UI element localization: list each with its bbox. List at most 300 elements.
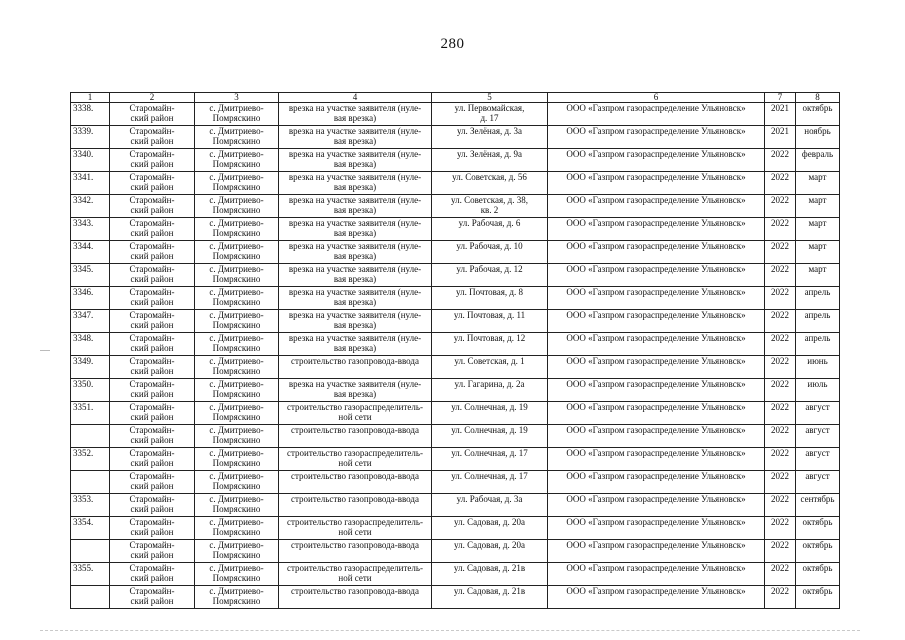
work-type-cell-line: врезка на участке заявителя (нуле- [288,287,422,297]
district-cell-line: Старомайн- [129,402,175,412]
row-number-cell: 3351. [71,402,110,425]
village-cell [195,195,279,218]
year-cell: 2022 [765,425,796,448]
month-cell: октябрь [796,540,840,563]
year-cell: 2022 [765,540,796,563]
village-cell-line: Помряскино [212,458,261,468]
table-row [71,379,840,402]
table-row [71,494,840,517]
address-cell [432,103,548,126]
district-cell [110,218,195,241]
address-cell-line: ул. Советская, д. 38, [450,195,529,205]
village-cell [195,310,279,333]
year-cell: 2022 [765,310,796,333]
district-cell [110,126,195,149]
work-type-cell [279,356,432,379]
page-number: 280 [440,36,465,52]
organization-cell: ООО «Газпром газораспределение Ульяновск» [548,287,765,310]
address-cell-line: кв. 2 [480,205,499,215]
year-cell: 2022 [765,448,796,471]
work-type-cell-line: ной сети [338,412,372,422]
organization-cell: ООО «Газпром газораспределение Ульяновск» [548,471,765,494]
address-cell [432,172,548,195]
village-cell-line: с. Дмитриево- [209,540,264,550]
district-cell-line: Старомайн- [129,494,175,504]
work-type-cell-line: врезка на участке заявителя (нуле- [288,379,422,389]
year-cell: 2022 [765,494,796,517]
village-cell-line: Помряскино [212,297,261,307]
district-cell [110,241,195,264]
organization-cell: ООО «Газпром газораспределение Ульяновск» [548,356,765,379]
organization-cell: ООО «Газпром газораспределение Ульяновск» [548,402,765,425]
work-type-cell-line: врезка на участке заявителя (нуле- [288,264,422,274]
work-type-cell-line: вая врезка) [333,228,377,238]
district-cell-line: ский район [130,113,174,123]
row-number-cell: 3347. [71,310,110,333]
village-cell [195,264,279,287]
table-row [71,540,840,563]
address-cell-line: ул. Советская, д. 1 [454,356,525,366]
organization-cell: ООО «Газпром газораспределение Ульяновск» [548,310,765,333]
year-cell: 2022 [765,563,796,586]
village-cell-line: с. Дмитриево- [209,563,264,573]
village-cell-line: Помряскино [212,320,261,330]
village-cell [195,402,279,425]
work-type-cell [279,494,432,517]
table-row [71,218,840,241]
village-cell [195,471,279,494]
district-cell-line: ский район [130,481,174,491]
district-cell-line: Старомайн- [129,287,175,297]
work-type-cell-line: ной сети [338,573,372,583]
address-cell [432,379,548,402]
address-cell-line: ул. Рабочая, д. 6 [458,218,521,228]
village-cell-line: с. Дмитриево- [209,287,264,297]
work-type-cell [279,402,432,425]
row-number-cell: 3345. [71,264,110,287]
work-type-cell [279,563,432,586]
village-cell-line: с. Дмитриево- [209,425,264,435]
work-type-cell-line: врезка на участке заявителя (нуле- [288,103,422,113]
organization-cell: ООО «Газпром газораспределение Ульяновск» [548,241,765,264]
district-cell-line: ский район [130,527,174,537]
row-number-cell: 3338. [71,103,110,126]
district-cell [110,149,195,172]
address-cell [432,195,548,218]
month-cell: март [796,241,840,264]
district-cell-line: Старомайн- [129,149,175,159]
village-cell [195,333,279,356]
village-cell-line: с. Дмитриево- [209,356,264,366]
month-cell: апрель [796,333,840,356]
district-cell-line: Старомайн- [129,586,175,596]
work-type-cell-line: строительство газопровода-ввода [291,494,419,504]
work-type-cell [279,172,432,195]
village-cell-line: с. Дмитриево- [209,172,264,182]
table-row [71,586,840,609]
village-cell-line: с. Дмитриево- [209,218,264,228]
year-cell: 2022 [765,195,796,218]
year-cell: 2022 [765,218,796,241]
table-row [71,264,840,287]
district-cell-line: ский район [130,435,174,445]
table-row [71,195,840,218]
district-cell [110,356,195,379]
work-type-cell-line: строительство газораспределитель- [286,448,423,458]
work-type-cell [279,287,432,310]
column-number: 2 [110,93,195,103]
village-cell-line: с. Дмитриево- [209,310,264,320]
address-cell [432,425,548,448]
district-cell [110,563,195,586]
address-cell [432,310,548,333]
row-number-cell: 3348. [71,333,110,356]
work-type-cell [279,379,432,402]
table-row [71,517,840,540]
village-cell [195,517,279,540]
district-cell [110,310,195,333]
bottom-scan-edge [40,630,860,631]
column-number: 7 [765,93,796,103]
table-row [71,172,840,195]
address-cell-line: ул. Садовая, д. 20а [453,517,525,527]
address-cell-line: ул. Рабочая, д. 12 [456,264,523,274]
address-cell-line: ул. Рабочая, д. 3а [456,494,523,504]
table-row [71,471,840,494]
village-cell-line: с. Дмитриево- [209,448,264,458]
district-cell [110,448,195,471]
organization-cell: ООО «Газпром газораспределение Ульяновск» [548,149,765,172]
row-number-cell: 3343. [71,218,110,241]
village-cell [195,172,279,195]
organization-cell: ООО «Газпром газораспределение Ульяновск» [548,103,765,126]
registry-table [70,92,840,609]
month-cell: август [796,471,840,494]
row-number-cell [71,540,110,563]
address-cell [432,149,548,172]
district-cell-line: Старомайн- [129,333,175,343]
address-cell-line: ул. Зелёная, д. 3а [456,126,523,136]
table-row [71,425,840,448]
month-cell: июнь [796,356,840,379]
district-cell-line: Старомайн- [129,218,175,228]
address-cell-line: ул. Почтовая, д. 8 [455,287,524,297]
work-type-cell-line: вая врезка) [333,182,377,192]
district-cell-line: Старомайн- [129,448,175,458]
row-number-cell: 3352. [71,448,110,471]
village-cell-line: с. Дмитриево- [209,195,264,205]
village-cell-line: Помряскино [212,159,261,169]
year-cell: 2022 [765,517,796,540]
row-number-cell [71,586,110,609]
village-cell-line: Помряскино [212,205,261,215]
address-cell-line: ул. Садовая, д. 21в [453,563,526,573]
district-cell-line: Старомайн- [129,471,175,481]
district-cell-line: Старомайн- [129,563,175,573]
year-cell: 2021 [765,126,796,149]
district-cell-line: ский район [130,412,174,422]
row-number-cell: 3344. [71,241,110,264]
work-type-cell-line: врезка на участке заявителя (нуле- [288,333,422,343]
village-cell [195,448,279,471]
address-cell [432,540,548,563]
work-type-cell [279,517,432,540]
month-cell: март [796,172,840,195]
district-cell-line: Старомайн- [129,517,175,527]
month-cell: октябрь [796,586,840,609]
work-type-cell [279,448,432,471]
village-cell-line: с. Дмитриево- [209,586,264,596]
organization-cell: ООО «Газпром газораспределение Ульяновск» [548,172,765,195]
work-type-cell-line: врезка на участке заявителя (нуле- [288,149,422,159]
work-type-cell [279,218,432,241]
organization-cell: ООО «Газпром газораспределение Ульяновск» [548,333,765,356]
village-cell-line: с. Дмитриево- [209,471,264,481]
column-number: 1 [71,93,110,103]
work-type-cell-line: вая врезка) [333,159,377,169]
village-cell [195,149,279,172]
work-type-cell-line: вая врезка) [333,389,377,399]
district-cell-line: ский район [130,389,174,399]
address-cell-line: ул. Солнечная, д. 19 [451,425,528,435]
district-cell-line: Старомайн- [129,172,175,182]
address-cell [432,333,548,356]
village-cell-line: с. Дмитриево- [209,402,264,412]
district-cell-line: ский район [130,320,174,330]
village-cell-line: Помряскино [212,343,261,353]
month-cell: март [796,218,840,241]
district-cell [110,494,195,517]
district-cell-line: ский район [130,550,174,560]
address-cell-line: д. 17 [480,113,499,123]
district-cell [110,264,195,287]
year-cell: 2022 [765,149,796,172]
organization-cell: ООО «Газпром газораспределение Ульяновск» [548,379,765,402]
work-type-cell-line: вая врезка) [333,136,377,146]
village-cell-line: с. Дмитриево- [209,241,264,251]
address-cell-line: ул. Садовая, д. 20а [453,540,525,550]
address-cell [432,563,548,586]
work-type-cell-line: врезка на участке заявителя (нуле- [288,195,422,205]
year-cell: 2022 [765,287,796,310]
district-cell-line: Старомайн- [129,540,175,550]
organization-cell: ООО «Газпром газораспределение Ульяновск» [548,448,765,471]
district-cell-line: ский район [130,458,174,468]
address-cell [432,471,548,494]
district-cell-line: ский район [130,343,174,353]
district-cell-line: ский район [130,159,174,169]
village-cell-line: с. Дмитриево- [209,333,264,343]
village-cell-line: Помряскино [212,182,261,192]
village-cell-line: Помряскино [212,481,261,491]
district-cell [110,379,195,402]
district-cell-line: ский район [130,274,174,284]
district-cell-line: Старомайн- [129,126,175,136]
table-row [71,563,840,586]
address-cell-line: ул. Почтовая, д. 12 [453,333,526,343]
work-type-cell [279,471,432,494]
work-type-cell-line: строительство газопровода-ввода [291,471,419,481]
village-cell [195,241,279,264]
district-cell-line: Старомайн- [129,379,175,389]
address-cell-line: ул. Солнечная, д. 19 [451,402,528,412]
row-number-cell: 3354. [71,517,110,540]
village-cell [195,586,279,609]
village-cell-line: Помряскино [212,573,261,583]
district-cell [110,287,195,310]
address-cell [432,126,548,149]
year-cell: 2022 [765,586,796,609]
village-cell-line: Помряскино [212,550,261,560]
district-cell [110,517,195,540]
address-cell [432,402,548,425]
month-cell: октябрь [796,103,840,126]
work-type-cell-line: ной сети [338,527,372,537]
work-type-cell-line: врезка на участке заявителя (нуле- [288,310,422,320]
row-number-cell: 3349. [71,356,110,379]
district-cell-line: Старомайн- [129,310,175,320]
address-cell [432,356,548,379]
organization-cell: ООО «Газпром газораспределение Ульяновск» [548,195,765,218]
work-type-cell-line: строительство газопровода-ввода [291,586,419,596]
village-cell-line: Помряскино [212,527,261,537]
address-cell [432,494,548,517]
district-cell-line: ский район [130,205,174,215]
work-type-cell-line: врезка на участке заявителя (нуле- [288,126,422,136]
table-row [71,287,840,310]
district-cell-line: Старомайн- [129,103,175,113]
month-cell: апрель [796,287,840,310]
district-cell-line: ский район [130,366,174,376]
district-cell-line: Старомайн- [129,264,175,274]
month-cell: октябрь [796,517,840,540]
address-cell-line: ул. Первомайская, [454,103,525,113]
work-type-cell-line: строительство газопровода-ввода [291,425,419,435]
organization-cell: ООО «Газпром газораспределение Ульяновск» [548,218,765,241]
district-cell-line: Старомайн- [129,241,175,251]
address-cell-line: ул. Советская, д. 56 [452,172,527,182]
work-type-cell-line: строительство газопровода-ввода [291,540,419,550]
column-number-header-row [71,93,840,103]
year-cell: 2022 [765,379,796,402]
district-cell-line: ский район [130,573,174,583]
year-cell: 2022 [765,241,796,264]
work-type-cell-line: вая врезка) [333,205,377,215]
table-row [71,126,840,149]
month-cell: август [796,448,840,471]
village-cell [195,356,279,379]
district-cell-line: Старомайн- [129,425,175,435]
table-row [71,241,840,264]
year-cell: 2022 [765,356,796,379]
village-cell-line: с. Дмитриево- [209,517,264,527]
district-cell [110,586,195,609]
address-cell [432,586,548,609]
district-cell [110,333,195,356]
village-cell-line: с. Дмитриево- [209,149,264,159]
work-type-cell-line: строительство газораспределитель- [286,402,423,412]
row-number-cell: 3346. [71,287,110,310]
village-cell-line: Помряскино [212,412,261,422]
organization-cell: ООО «Газпром газораспределение Ульяновск» [548,126,765,149]
address-cell-line: ул. Солнечная, д. 17 [451,471,528,481]
work-type-cell-line: вая врезка) [333,343,377,353]
address-cell-line: ул. Почтовая, д. 11 [453,310,526,320]
village-cell-line: с. Дмитриево- [209,379,264,389]
work-type-cell-line: врезка на участке заявителя (нуле- [288,241,422,251]
work-type-cell-line: вая врезка) [333,297,377,307]
work-type-cell [279,241,432,264]
district-cell-line: ский район [130,504,174,514]
village-cell-line: Помряскино [212,251,261,261]
month-cell: март [796,195,840,218]
district-cell [110,540,195,563]
village-cell-line: Помряскино [212,366,261,376]
work-type-cell-line: вая врезка) [333,113,377,123]
district-cell-line: ский район [130,136,174,146]
table-row [71,402,840,425]
work-type-cell-line: строительство газопровода-ввода [291,356,419,366]
organization-cell: ООО «Газпром газораспределение Ульяновск» [548,425,765,448]
work-type-cell [279,149,432,172]
village-cell [195,379,279,402]
district-cell-line: ский район [130,182,174,192]
address-cell-line: ул. Зелёная, д. 9а [456,149,523,159]
village-cell [195,540,279,563]
table-row [71,149,840,172]
organization-cell: ООО «Газпром газораспределение Ульяновск» [548,540,765,563]
village-cell [195,218,279,241]
table-row [71,448,840,471]
row-number-cell: 3340. [71,149,110,172]
village-cell [195,103,279,126]
table-row [71,356,840,379]
month-cell: сентябрь [796,494,840,517]
village-cell-line: с. Дмитриево- [209,494,264,504]
month-cell: август [796,425,840,448]
address-cell-line: ул. Солнечная, д. 17 [451,448,528,458]
year-cell: 2022 [765,172,796,195]
district-cell-line: ский район [130,228,174,238]
table-row [71,333,840,356]
work-type-cell [279,333,432,356]
district-cell-line: Старомайн- [129,195,175,205]
district-cell [110,103,195,126]
organization-cell: ООО «Газпром газораспределение Ульяновск» [548,563,765,586]
organization-cell: ООО «Газпром газораспределение Ульяновск» [548,494,765,517]
work-type-cell-line: врезка на участке заявителя (нуле- [288,218,422,228]
month-cell: февраль [796,149,840,172]
month-cell: ноябрь [796,126,840,149]
district-cell [110,425,195,448]
column-number: 3 [195,93,279,103]
address-cell [432,264,548,287]
village-cell-line: Помряскино [212,113,261,123]
month-cell: март [796,264,840,287]
year-cell: 2022 [765,471,796,494]
village-cell-line: с. Дмитриево- [209,264,264,274]
address-cell-line: ул. Рабочая, д. 10 [456,241,523,251]
village-cell-line: Помряскино [212,435,261,445]
row-number-cell [71,471,110,494]
district-cell [110,471,195,494]
address-cell [432,287,548,310]
row-number-cell: 3341. [71,172,110,195]
district-cell-line: ский район [130,251,174,261]
village-cell-line: Помряскино [212,504,261,514]
address-cell [432,517,548,540]
row-number-cell: 3350. [71,379,110,402]
